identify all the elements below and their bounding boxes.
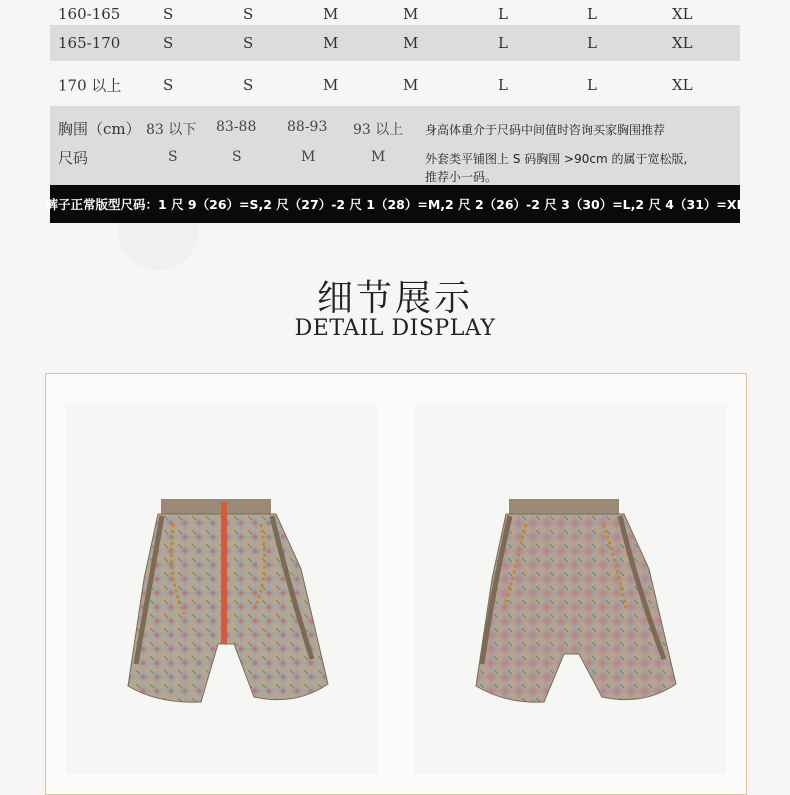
bust-size: S: [232, 149, 242, 165]
size-cell: M: [323, 76, 339, 94]
size-cell: S: [243, 5, 254, 23]
front-shorts-image: [66, 404, 378, 774]
bust-size: S: [168, 149, 178, 165]
size-cell: XL: [672, 5, 693, 23]
size-label: 尺码: [58, 149, 89, 167]
bust-size: M: [371, 149, 386, 165]
size-cell: S: [163, 76, 174, 94]
size-cell: L: [587, 5, 597, 23]
detail-frame: [45, 373, 747, 795]
size-cell: M: [403, 5, 419, 23]
bust-value: 83 以下: [146, 122, 197, 138]
back-shorts-image: [414, 404, 726, 774]
bust-value: 88-93: [287, 119, 328, 135]
size-cell: L: [498, 34, 508, 52]
size-row: [50, 65, 740, 105]
size-cell: S: [163, 5, 174, 23]
bust-note: 外套类平铺图上 S 码胸围 >90cm 的属于宽松版,: [425, 152, 688, 166]
size-cell: L: [498, 5, 508, 23]
size-cell: S: [243, 34, 254, 52]
size-cell: L: [587, 34, 597, 52]
bust-note: 推荐小一码。: [425, 170, 498, 184]
height-cell: 160-165: [58, 5, 121, 23]
size-cell: M: [403, 76, 419, 94]
bust-note: 身高体重介于尺码中间值时咨询买家胸围推荐: [425, 123, 666, 137]
size-table: [50, 0, 740, 95]
detail-title-en: DETAIL DISPLAY: [294, 316, 496, 341]
detail-title-cn: 细节展示: [316, 278, 473, 319]
height-cell: 170 以上: [58, 76, 122, 95]
bust-guide: [50, 106, 740, 185]
size-cell: L: [498, 76, 508, 94]
bust-value: 83-88: [216, 119, 257, 135]
size-cell: S: [163, 34, 174, 52]
height-cell: 165-170: [58, 34, 121, 52]
size-cell: M: [323, 34, 339, 52]
size-cell: L: [587, 76, 597, 94]
size-cell: M: [323, 5, 339, 23]
pants-size-note: 裤子正常版型尺码：1 尺 9（26）=S,2 尺（27）-2 尺 1（28）=M,2 尺 2（26）-2 尺 3（30）=L,2 尺 4（31）=XL: [50, 185, 740, 223]
size-cell: XL: [672, 34, 693, 52]
size-cell: XL: [672, 76, 693, 94]
size-cell: S: [243, 76, 254, 94]
bust-label: 胸围（cm）: [58, 120, 141, 138]
bust-value: 93 以上: [353, 122, 404, 138]
size-cell: M: [403, 34, 419, 52]
bust-size: M: [301, 149, 316, 165]
size-row: [50, 25, 740, 61]
